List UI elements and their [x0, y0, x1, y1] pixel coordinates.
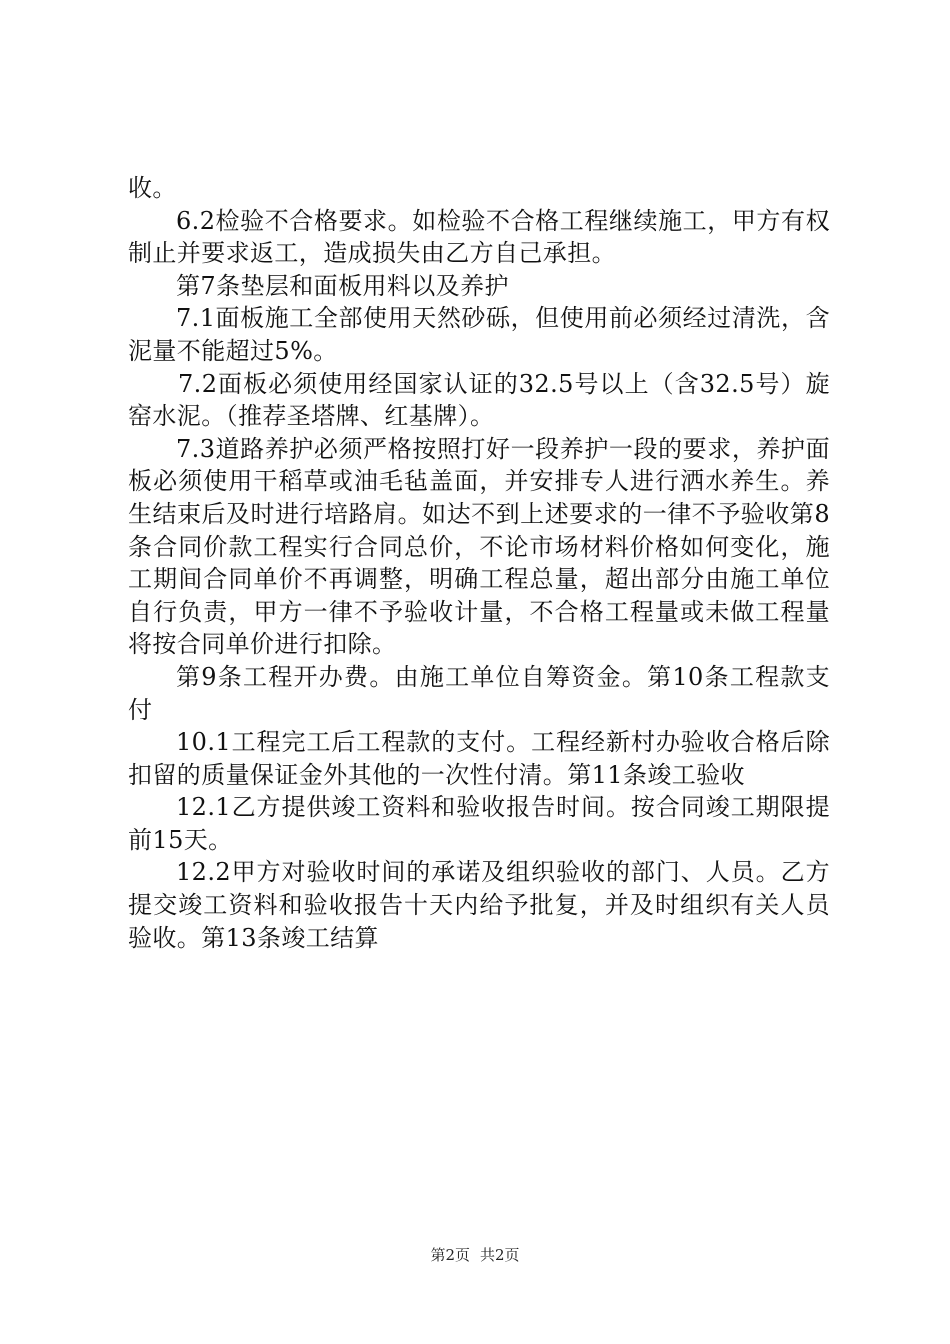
paragraph-10-1: 10.1工程完工后工程款的支付。工程经新村办验收合格后除扣留的质量保证金外其他的一次性付清。第11条竣工验收	[128, 728, 830, 789]
paragraph-12-1: 12.1乙方提供竣工资料和验收报告时间。按合同竣工期限提前15天。	[128, 793, 830, 854]
page-footer	[0, 1245, 950, 1265]
paragraph-7-1: 7.1面板施工全部使用天然砂砾，但使用前必须经过清洗，含泥量不能超过5%。	[128, 304, 830, 365]
paragraph-article-7-heading: 第7条垫层和面板用料以及养护	[176, 271, 509, 300]
paragraph-6-2: 6.2检验不合格要求。如检验不合格工程继续施工，甲方有权制止并要求返工，造成损失由乙方自己承担。	[128, 206, 830, 268]
paragraph-article-9: 第9条工程开办费。由施工单位自筹资金。第10条工程款支付	[128, 662, 830, 724]
document-body	[128, 172, 830, 954]
paragraph-continuation: 收。	[128, 174, 177, 202]
page-total: 共2页	[480, 1246, 520, 1264]
paragraph-7-2: 7.2面板必须使用经国家认证的32.5号以上（含32.5号）旋窑水泥。（推荐圣塔牌、红基牌）。	[128, 369, 830, 431]
paragraph-7-3: 7.3道路养护必须严格按照打好一段养护一段的要求，养护面板必须使用干稻草或油毛毡盖面，并安排专人进行洒水养生。养生结束后及时进行培路肩。如达不到上述要求的一律不予验收第8条合同价款工程实行合同总价，不论市场材料价格如何变化，施工期间合同单价不再调整，明确工程总量，超出部分由施工单位自行负责，甲方一律不予验收计量，不合格工程量或未做工程量将按合同单价进行扣除。	[128, 434, 830, 659]
page-number: 第2页	[430, 1246, 470, 1264]
paragraph-12-2: 12.2甲方对验收时间的承诺及组织验收的部门、人员。乙方提交竣工资料和验收报告十天内给予批复，并及时组织有关人员验收。第13条竣工结算	[128, 858, 830, 952]
